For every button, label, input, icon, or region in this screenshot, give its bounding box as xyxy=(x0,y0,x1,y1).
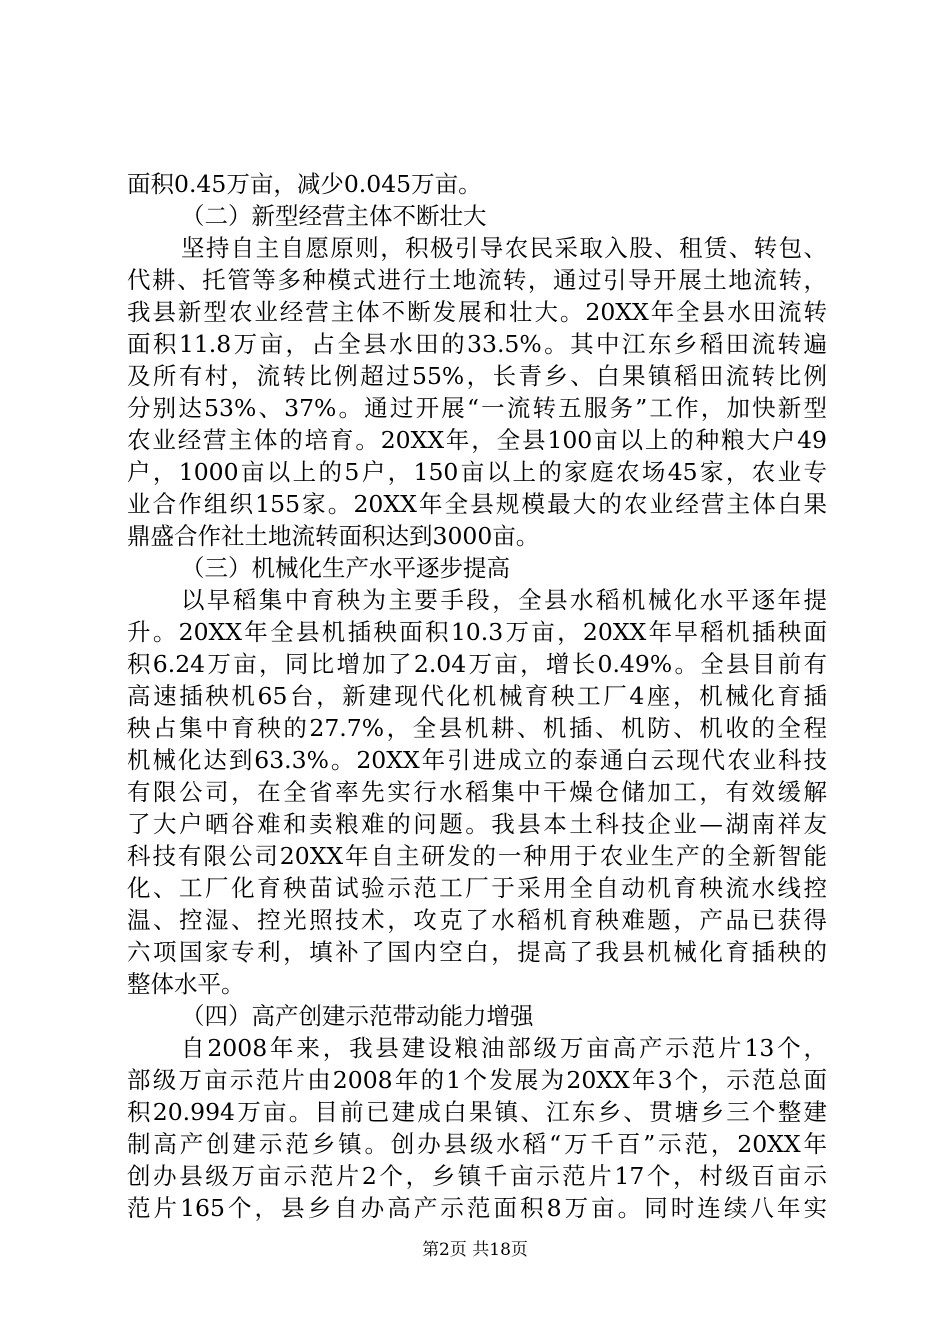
text-line: 业合作组织155家。20XX年全县规模最大的农业经营主体白果 xyxy=(127,490,827,518)
text-line: 温、控湿、控光照技术，攻克了水稻机育秧难题，产品已获得 xyxy=(127,906,827,934)
text-line: 科技有限公司20XX年自主研发的一种用于农业生产的全新智能 xyxy=(127,842,827,870)
text-line: 积20.994万亩。目前已建成白果镇、江东乡、贯塘乡三个整建 xyxy=(127,1098,827,1126)
text-line: 我县新型农业经营主体不断发展和壮大。20XX年全县水田流转 xyxy=(127,298,827,326)
text-line: 以早稻集中育秧为主要手段，全县水稻机械化水平逐年提 xyxy=(181,586,827,614)
text-line: 六项国家专利，填补了国内空白，提高了我县机械化育插秧的 xyxy=(127,938,827,966)
text-line: 高速插秧机65台，新建现代化机械育秧工厂4座，机械化育插 xyxy=(127,682,827,710)
text-line: 农业经营主体的培育。20XX年，全县100亩以上的种粮大户49 xyxy=(127,426,827,454)
text-line: 整体水平。 xyxy=(127,970,245,998)
text-line: 户，1000亩以上的5户，150亩以上的家庭农场45家，农业专 xyxy=(127,458,827,486)
section-heading: （二）新型经营主体不断壮大 xyxy=(181,202,487,230)
section-heading: （四）高产创建示范带动能力增强 xyxy=(181,1002,534,1030)
text-line: 分别达53%、37%。通过开展“一流转五服务”工作，加快新型 xyxy=(127,394,827,422)
text-line: 坚持自主自愿原则，积极引导农民采取入股、租赁、转包、 xyxy=(181,234,827,262)
text-line: 机械化达到63.3%。20XX年引进成立的泰通白云现代农业科技 xyxy=(127,746,827,774)
document-body xyxy=(127,168,827,1224)
page-footer: 第2页 共18页 xyxy=(422,1240,528,1260)
text-line: 自2008年来，我县建设粮油部级万亩高产示范片13个， xyxy=(181,1034,827,1062)
text-line: 积6.24万亩，同比增加了2.04万亩，增长0.49%。全县目前有 xyxy=(127,650,827,678)
text-line: 化、工厂化育秧苗试验示范工厂于采用全自动机育秧流水线控 xyxy=(127,874,827,902)
text-line: 代耕、托管等多种模式进行土地流转，通过引导开展土地流转， xyxy=(127,266,827,294)
text-line: 部级万亩示范片由2008年的1个发展为20XX年3个，示范总面 xyxy=(127,1066,827,1094)
text-line: 面积11.8万亩，占全县水田的33.5%。其中江东乡稻田流转遍 xyxy=(127,330,827,358)
text-line: 创办县级万亩示范片2个，乡镇千亩示范片17个，村级百亩示 xyxy=(127,1162,827,1190)
text-line: 制高产创建示范乡镇。创办县级水稻“万千百”示范，20XX年 xyxy=(127,1130,827,1158)
text-line: 鼎盛合作社土地流转面积达到3000亩。 xyxy=(127,522,540,550)
text-line: 有限公司，在全省率先实行水稻集中干燥仓储加工，有效缓解 xyxy=(127,778,827,806)
text-line: 升。20XX年全县机插秧面积10.3万亩，20XX年早稻机插秧面 xyxy=(127,618,827,646)
text-line: 及所有村，流转比例超过55%，长青乡、白果镇稻田流转比例 xyxy=(127,362,827,390)
text-line: 面积0.45万亩，减少0.045万亩。 xyxy=(127,170,482,198)
text-line: 了大户晒谷难和卖粮难的问题。我县本土科技企业—湖南祥友 xyxy=(127,810,827,838)
text-line: 秧占集中育秧的27.7%，全县机耕、机插、机防、机收的全程 xyxy=(127,714,827,742)
section-heading: （三）机械化生产水平逐步提高 xyxy=(181,554,510,582)
text-line: 范片165个，县乡自办高产示范面积8万亩。同时连续八年实 xyxy=(127,1194,827,1222)
